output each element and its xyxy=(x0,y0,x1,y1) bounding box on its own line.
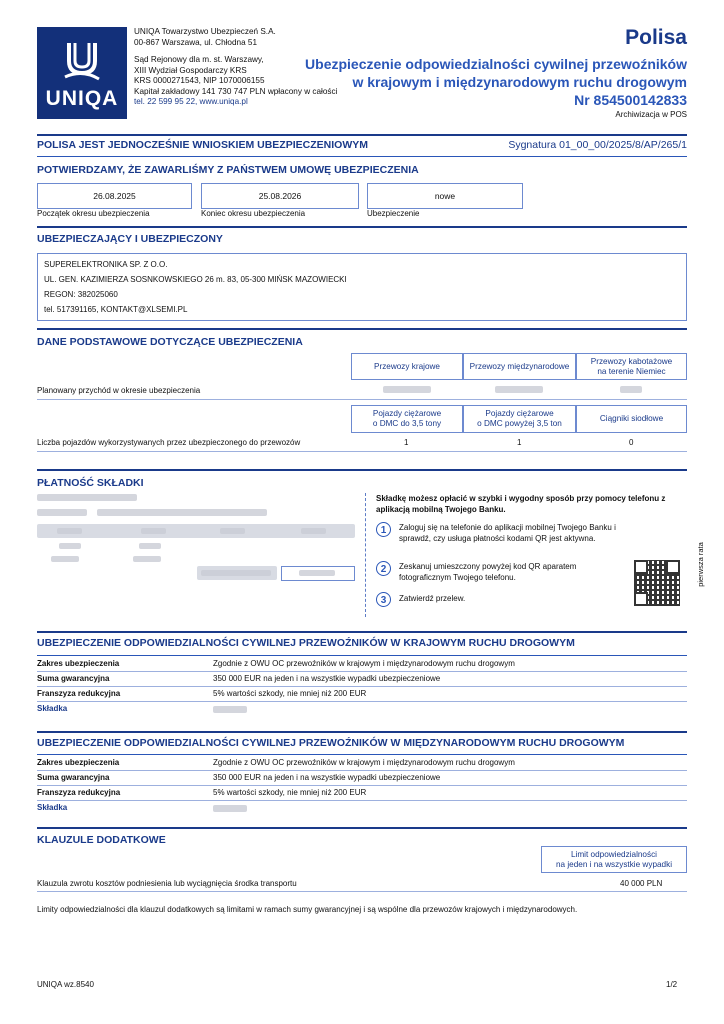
payment-intro: Składkę możesz opłacić w szybki i wygodny sposób przy pomocy telefonu z aplikacją mobilną Twojego Banku. xyxy=(376,494,666,514)
international-title: UBEZPIECZENIE ODPOWIEDZIALNOŚCI CYWILNEJ PRZEWOŹNIKÓW W MIĘDZYNARODOWYM RUCHU DROGOWYM xyxy=(37,737,625,749)
company-line xyxy=(134,48,337,55)
uniqa-logo xyxy=(37,27,127,119)
basic-data-title: DANE PODSTAWOWE DOTYCZĄCE UBEZPIECZENIA xyxy=(37,336,303,348)
international-row xyxy=(37,771,687,786)
redacted-value xyxy=(620,386,642,393)
limit-header-line2: na jeden i na wszystkie wypadki xyxy=(555,859,673,869)
divider xyxy=(37,469,687,471)
col-header-tractors: Ciągniki siodłowe xyxy=(576,405,687,433)
step-3-badge: 3 xyxy=(376,592,391,607)
uniqa-logo-icon xyxy=(63,41,101,81)
international-row-value: 5% wartości szkody, nie mniej niż 200 EUR xyxy=(213,788,367,797)
divider xyxy=(37,754,687,755)
row-divider xyxy=(37,891,687,892)
payment-title: PŁATNOŚĆ SKŁADKI xyxy=(37,477,144,489)
company-contact-link[interactable]: tel. 22 599 95 22, www.uniqa.pl xyxy=(134,97,248,106)
document-subtitle xyxy=(267,55,687,91)
domestic-row-key: Zakres ubezpieczenia xyxy=(37,659,120,668)
form-code: UNIQA wz.8540 xyxy=(37,980,94,989)
document-subtitle-line1: Ubezpieczenie odpowiedzialności cywilnej przewoźników xyxy=(305,56,687,72)
international-row-key: Franszyza redukcyjna xyxy=(37,788,121,797)
redacted-value xyxy=(213,805,247,812)
vehicles-count-heavy: 1 xyxy=(517,438,522,447)
domestic-row xyxy=(37,657,687,672)
row-divider xyxy=(37,451,687,452)
international-row-key: Suma gwarancyjna xyxy=(37,773,110,782)
domestic-title: UBEZPIECZENIE ODPOWIEDZIALNOŚCI CYWILNEJ PRZEWOŹNIKÓW W KRAJOWYM RUCHU DROGOWYM xyxy=(37,637,575,649)
divider xyxy=(37,827,687,829)
domestic-row-value: 5% wartości szkody, nie mniej niż 200 EUR xyxy=(213,689,367,698)
start-date-label: Początek okresu ubezpieczenia xyxy=(37,209,150,218)
company-line: UNIQA Towarzystwo Ubezpieczeń S.A. xyxy=(134,27,276,36)
col-header-cabotage xyxy=(576,353,687,380)
vehicles-count-tractors: 0 xyxy=(629,438,634,447)
domestic-row-value: Zgodnie z OWU OC przewoźników w krajowym i międzynarodowym ruchu drogowym xyxy=(213,659,515,668)
international-row-value: 350 000 EUR na jeden i na wszystkie wypadki ubezpieczeniowe xyxy=(213,773,441,782)
col-header-heavy-trucks-line1: Pojazdy ciężarowe xyxy=(485,409,554,418)
domestic-premium-label: Składka xyxy=(37,704,68,713)
international-row-value: Zgodnie z OWU OC przewoźników w krajowym i międzynarodowym ruchu drogowym xyxy=(213,758,515,767)
divider xyxy=(37,655,687,656)
page-number: 1/2 xyxy=(666,980,678,989)
domestic-row-key: Franszyza redukcyjna xyxy=(37,689,121,698)
parties-box xyxy=(37,253,687,321)
company-line: Kapitał zakładowy 141 730 747 PLN wpłacony w całości xyxy=(134,86,338,96)
parties-title: UBEZPIECZAJĄCY I UBEZPIECZONY xyxy=(37,233,223,245)
payment-qr-code[interactable] xyxy=(634,560,680,606)
divider xyxy=(37,328,687,330)
party-contact: tel. 517391165, KONTAKT@XLSEMI.PL xyxy=(44,305,188,314)
step-2-badge: 2 xyxy=(376,561,391,576)
col-header-international: Przewozy międzynarodowe xyxy=(463,353,576,380)
international-row xyxy=(37,756,687,771)
divider xyxy=(37,134,687,136)
col-header-heavy-trucks xyxy=(463,405,576,433)
document-subtitle-line2: w krajowym i międzynarodowym ruchu drogowym xyxy=(352,74,687,90)
col-header-light-trucks xyxy=(351,405,463,433)
domestic-row-key: Suma gwarancyjna xyxy=(37,674,110,683)
redacted-value xyxy=(213,706,247,713)
col-header-heavy-trucks-line2: o DMC powyżej 3,5 ton xyxy=(477,419,562,428)
clause-name: Klauzula zwrotu kosztów podniesienia lub wyciągnięcia środka transportu xyxy=(37,879,297,888)
insurance-type-label: Ubezpieczenie xyxy=(367,209,420,218)
domestic-row-value: 350 000 EUR na jeden i na wszystkie wypadki ubezpieczeniowe xyxy=(213,674,441,683)
divider xyxy=(37,631,687,633)
payment-slip-redacted xyxy=(37,492,355,587)
step-1-badge: 1 xyxy=(376,522,391,537)
first-installment-label: pierwsza rata xyxy=(695,542,705,587)
limit-header xyxy=(541,846,687,873)
redacted-value xyxy=(383,386,431,393)
col-header-cabotage-line1: Przewozy kabotażowe xyxy=(590,356,673,366)
policy-number: Nr 854500142833 xyxy=(574,92,687,108)
clauses-title: KLAUZULE DODATKOWE xyxy=(37,834,166,846)
company-line: Sąd Rejonowy dla m. st. Warszawy, xyxy=(134,55,264,64)
col-header-light-trucks-line2: o DMC do 3,5 tony xyxy=(372,419,442,428)
step-2-text: Zeskanuj umieszczony powyżej kod QR aparatem fotograficznym Twojego telefonu. xyxy=(399,562,577,582)
redacted-value xyxy=(495,386,543,393)
step-1-text: Zaloguj się na telefonie do aplikacji mobilnej Twojego Banku i sprawdź, czy usługa płatności kodami QR jest aktywna. xyxy=(399,523,616,543)
start-date-field: 26.08.2025 xyxy=(37,183,192,209)
domestic-premium-row xyxy=(37,702,687,717)
end-date-label: Koniec okresu ubezpieczenia xyxy=(201,209,306,218)
signature: Sygnatura 01_00_00/2025/8/AP/265/1 xyxy=(508,139,687,151)
company-line: KRS 0000271543, NIP 1070006155 xyxy=(134,76,265,85)
vehicles-count-label: Liczba pojazdów wykorzystywanych przez ubezpieczonego do przewozów xyxy=(37,438,301,447)
party-regon: REGON: 382025060 xyxy=(44,290,118,299)
international-row xyxy=(37,786,687,801)
party-address: UL. GEN. KAZIMIERZA SOSNKOWSKIEGO 26 m. 83, 05-300 MIŃSK MAZOWIECKI xyxy=(44,275,347,284)
clause-amount: 40 000 PLN xyxy=(620,879,663,888)
col-header-domestic: Przewozy krajowe xyxy=(351,353,463,380)
clauses-note: Limity odpowiedzialności dla klauzul dodatkowych są limitami w ramach sumy gwarancyjnej i są wspólne dla przewozów krajowych i międzynarodowych. xyxy=(37,905,578,914)
planned-income-label: Planowany przychód w okresie ubezpieczenia xyxy=(37,386,201,395)
document-title: Polisa xyxy=(625,26,687,49)
international-premium-label: Składka xyxy=(37,803,68,812)
cut-line xyxy=(365,493,366,617)
insurance-type-field: nowe xyxy=(367,183,523,209)
archive-note: Archiwizacja w POS xyxy=(615,110,687,119)
logo-wordmark: UNIQA xyxy=(45,87,119,110)
application-title: POLISA JEST JEDNOCZEŚNIE WNIOSKIEM UBEZPIECZENIOWYM xyxy=(37,139,368,151)
party-name: SUPERELEKTRONIKA SP. Z O.O. xyxy=(44,260,168,269)
domestic-row xyxy=(37,672,687,687)
company-line: XIII Wydział Gospodarczy KRS xyxy=(134,65,247,75)
col-header-cabotage-line2: na terenie Niemiec xyxy=(597,366,666,376)
vehicles-count-light: 1 xyxy=(404,438,409,447)
col-header-light-trucks-line1: Pojazdy ciężarowe xyxy=(372,409,442,418)
divider xyxy=(37,226,687,228)
step-3-text: Zatwierdź przelew. xyxy=(399,594,466,603)
international-premium-row xyxy=(37,801,687,816)
divider xyxy=(37,156,687,157)
end-date-field: 25.08.2026 xyxy=(201,183,359,209)
row-divider xyxy=(37,399,687,400)
company-line: 00-867 Warszawa, ul. Chłodna 51 xyxy=(134,37,258,47)
domestic-row xyxy=(37,687,687,702)
international-row-key: Zakres ubezpieczenia xyxy=(37,758,120,767)
limit-header-line1: Limit odpowiedzialności xyxy=(570,849,657,859)
confirm-title: POTWIERDZAMY, ŻE ZAWARLIŚMY Z PAŃSTWEM UMOWĘ UBEZPIECZENIA xyxy=(37,164,419,176)
divider xyxy=(37,731,687,733)
